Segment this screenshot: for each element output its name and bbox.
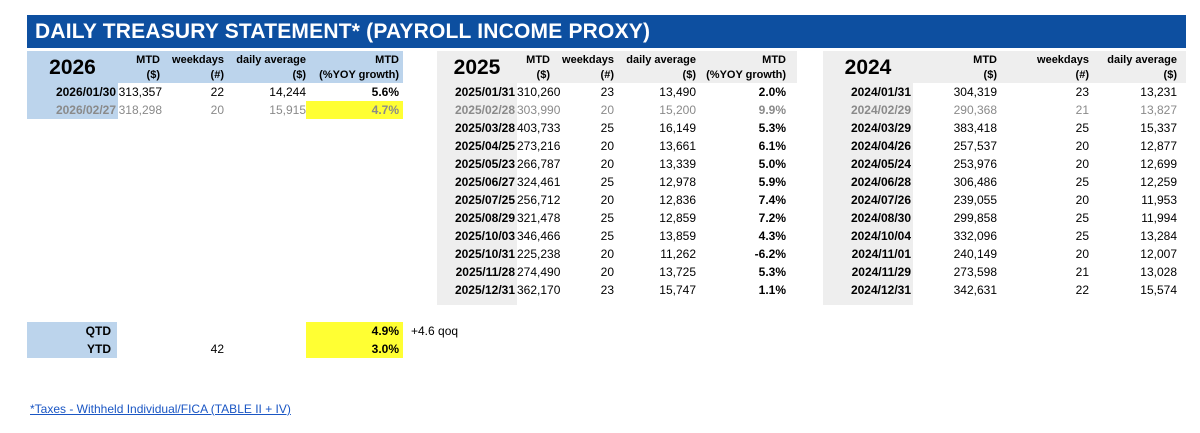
row-mtd: 274,490 [517, 265, 561, 279]
row-date: 2024/08/30 [850, 211, 911, 225]
row-mtd: 239,055 [953, 193, 997, 207]
row-mtd: 346,466 [517, 229, 561, 243]
row-yoy: 5.3% [758, 121, 786, 135]
table-row-2024 [0, 209, 1200, 227]
row-daily-average: 13,284 [1140, 229, 1177, 243]
row-daily-average: 15,574 [1140, 283, 1177, 297]
row-weekdays: 25 [1075, 175, 1089, 189]
row-daily-average: 11,262 [660, 247, 696, 261]
row-daily-average: 12,836 [659, 193, 696, 207]
year-label-2026: 2026 [49, 56, 96, 79]
header-yoy-2025: MTD (%YOY growth) [706, 54, 786, 81]
row-date: 2026/01/30 [55, 85, 116, 99]
row-mtd: 313,357 [118, 85, 162, 99]
row-yoy: 5.6% [371, 85, 399, 99]
row-date: 2024/05/24 [850, 157, 911, 171]
row-weekdays: 20 [600, 247, 614, 261]
row-weekdays: 25 [600, 121, 614, 135]
row-daily-average: 13,339 [659, 157, 696, 171]
row-mtd: 299,858 [953, 211, 997, 225]
row-weekdays: 22 [1075, 283, 1089, 297]
header-yoy-2026: MTD (%YOY growth) [319, 54, 399, 81]
row-date: 2025/01/31 [454, 85, 515, 99]
row-daily-average: 15,200 [659, 103, 696, 117]
row-daily-average: 14,244 [269, 85, 306, 99]
row-mtd: 324,461 [517, 175, 561, 189]
row-date: 2025/02/28 [454, 103, 515, 117]
header-mtd-2026: MTD ($) [136, 54, 160, 81]
row-weekdays: 25 [600, 229, 614, 243]
row-yoy: 5.3% [758, 265, 786, 279]
row-date: 2024/03/29 [850, 121, 911, 135]
row-mtd: 403,733 [517, 121, 561, 135]
row-mtd: 318,298 [118, 103, 162, 117]
row-daily-average: 13,028 [1140, 265, 1177, 279]
row-mtd: 304,319 [953, 85, 997, 99]
row-weekdays: 20 [1075, 157, 1089, 171]
row-mtd: 273,216 [517, 139, 561, 153]
row-daily-average: 12,859 [659, 211, 696, 225]
row-date: 2024/10/04 [850, 229, 911, 243]
row-weekdays: 23 [1075, 85, 1089, 99]
row-mtd: 256,712 [517, 193, 561, 207]
row-date: 2026/02/27 [55, 103, 116, 117]
row-mtd: 383,418 [953, 121, 997, 135]
row-date: 2025/08/29 [454, 211, 515, 225]
row-date: 2025/04/25 [454, 139, 515, 153]
row-yoy: 6.1% [758, 139, 786, 153]
row-yoy: 1.1% [758, 283, 786, 297]
row-mtd: 303,990 [517, 103, 561, 117]
row-date: 2025/10/31 [454, 247, 515, 261]
row-daily-average: 11,994 [1141, 211, 1177, 225]
row-date: 2025/05/23 [454, 157, 515, 171]
row-date: 2025/11/28 [455, 265, 515, 279]
header-mtd-2024: MTD ($) [973, 54, 997, 81]
row-daily-average: 12,007 [1140, 247, 1177, 261]
row-yoy: 9.9% [758, 103, 786, 117]
row-daily-average: 16,149 [659, 121, 696, 135]
table-row-2024 [0, 245, 1200, 263]
summary-yoy-highlighted: 4.9% [306, 322, 403, 340]
row-date: 2025/03/28 [454, 121, 515, 135]
row-date: 2025/07/25 [454, 193, 515, 207]
row-daily-average: 15,747 [659, 283, 696, 297]
row-weekdays: 21 [1075, 103, 1089, 117]
table-row-2024 [0, 137, 1200, 155]
row-mtd: 257,537 [953, 139, 997, 153]
year-label-2024: 2024 [844, 56, 892, 79]
row-weekdays: 20 [1075, 247, 1089, 261]
row-weekdays: 25 [1075, 229, 1089, 243]
row-weekdays: 25 [1075, 211, 1089, 225]
row-yoy: 2.0% [758, 85, 786, 99]
row-yoy: 5.0% [758, 157, 786, 171]
row-daily-average: 12,699 [1140, 157, 1177, 171]
row-date: 2024/11/01 [851, 247, 911, 261]
row-daily-average: 12,259 [1140, 175, 1177, 189]
row-daily-average: 13,827 [1140, 103, 1177, 117]
table-row-2024 [0, 227, 1200, 245]
header-daily-average-2025: daily average ($) [626, 54, 696, 81]
row-mtd: 253,976 [953, 157, 997, 171]
summary-row-qtd [27, 322, 507, 340]
row-weekdays: 20 [600, 157, 614, 171]
header-mtd-2025: MTD ($) [526, 54, 550, 81]
row-weekdays: 20 [600, 193, 614, 207]
row-mtd: 321,478 [517, 211, 561, 225]
row-weekdays: 25 [600, 211, 614, 225]
row-mtd: 342,631 [953, 283, 997, 297]
row-daily-average: 13,490 [659, 85, 696, 99]
summary-qoq-note: +4.6 qoq [411, 324, 459, 338]
row-daily-average: 13,231 [1140, 85, 1177, 99]
row-weekdays: 25 [1075, 121, 1089, 135]
summary-label: YTD [27, 340, 117, 358]
row-mtd: 332,096 [953, 229, 997, 243]
row-date: 2025/06/27 [454, 175, 515, 189]
row-weekdays: 20 [210, 103, 224, 117]
header-weekdays-2026: weekdays (#) [172, 54, 224, 81]
row-mtd: 273,598 [953, 265, 997, 279]
row-daily-average: 12,978 [659, 175, 696, 189]
row-mtd: 225,238 [517, 247, 561, 261]
table-row-2024 [0, 263, 1200, 281]
header-daily-average-2024: daily average ($) [1107, 54, 1177, 81]
summary-row-ytd [27, 340, 507, 358]
row-mtd: 266,787 [517, 157, 561, 171]
row-mtd: 306,486 [953, 175, 997, 189]
row-mtd: 290,368 [953, 103, 997, 117]
row-weekdays: 25 [600, 175, 614, 189]
header-weekdays-2024: weekdays (#) [1037, 54, 1089, 81]
row-date: 2024/04/26 [850, 139, 911, 153]
row-yoy: 7.4% [758, 193, 786, 207]
table-row-2024 [0, 155, 1200, 173]
row-daily-average: 13,661 [659, 139, 696, 153]
row-date: 2024/12/31 [850, 283, 911, 297]
summary-label: QTD [27, 322, 117, 340]
footnote-link[interactable]: *Taxes - Withheld Individual/FICA (TABLE II + IV) [30, 402, 291, 416]
row-yoy: 7.2% [758, 211, 786, 225]
row-date: 2024/01/31 [850, 85, 911, 99]
row-daily-average: 11,953 [1141, 193, 1177, 207]
row-weekdays: 20 [600, 265, 614, 279]
row-daily-average: 15,337 [1140, 121, 1177, 135]
row-weekdays: 23 [600, 283, 614, 297]
summary-yoy-highlighted: 3.0% [306, 340, 403, 358]
summary-weekdays [162, 322, 224, 340]
row-daily-average: 13,725 [659, 265, 696, 279]
row-date: 2024/07/26 [850, 193, 911, 207]
table-row-2024 [0, 173, 1200, 191]
sheet-title: DAILY TREASURY STATEMENT* (PAYROLL INCOME PROXY) [27, 15, 1186, 48]
row-date: 2024/02/29 [850, 103, 911, 117]
header-daily-average-2026: daily average ($) [236, 54, 306, 81]
row-daily-average: 13,859 [659, 229, 696, 243]
year-label-2025: 2025 [453, 56, 501, 79]
table-row-2024 [0, 119, 1200, 137]
row-yoy: 4.3% [758, 229, 786, 243]
row-mtd: 310,260 [517, 85, 561, 99]
header-weekdays-2025: weekdays (#) [562, 54, 614, 81]
row-weekdays: 20 [600, 103, 614, 117]
row-weekdays: 22 [210, 85, 224, 99]
table-row-2024 [0, 191, 1200, 209]
row-yoy: 5.9% [758, 175, 786, 189]
row-weekdays: 20 [1075, 193, 1089, 207]
row-date: 2025/10/03 [454, 229, 515, 243]
table-row-2024 [0, 83, 1200, 101]
row-yoy-highlighted: 4.7% [306, 101, 403, 119]
row-weekdays: 20 [600, 139, 614, 153]
row-weekdays: 20 [1075, 139, 1089, 153]
row-yoy: -6.2% [754, 247, 786, 261]
table-row-2024 [0, 281, 1200, 299]
row-date: 2024/06/28 [850, 175, 911, 189]
row-date: 2024/11/29 [851, 265, 911, 279]
row-mtd: 362,170 [517, 283, 561, 297]
row-weekdays: 23 [600, 85, 614, 99]
table-row-2024 [0, 101, 1200, 119]
row-weekdays: 21 [1075, 265, 1089, 279]
row-daily-average: 15,915 [269, 103, 306, 117]
summary-weekdays: 42 [210, 342, 224, 356]
row-mtd: 240,149 [953, 247, 997, 261]
row-daily-average: 12,877 [1140, 139, 1177, 153]
row-date: 2025/12/31 [454, 283, 515, 297]
